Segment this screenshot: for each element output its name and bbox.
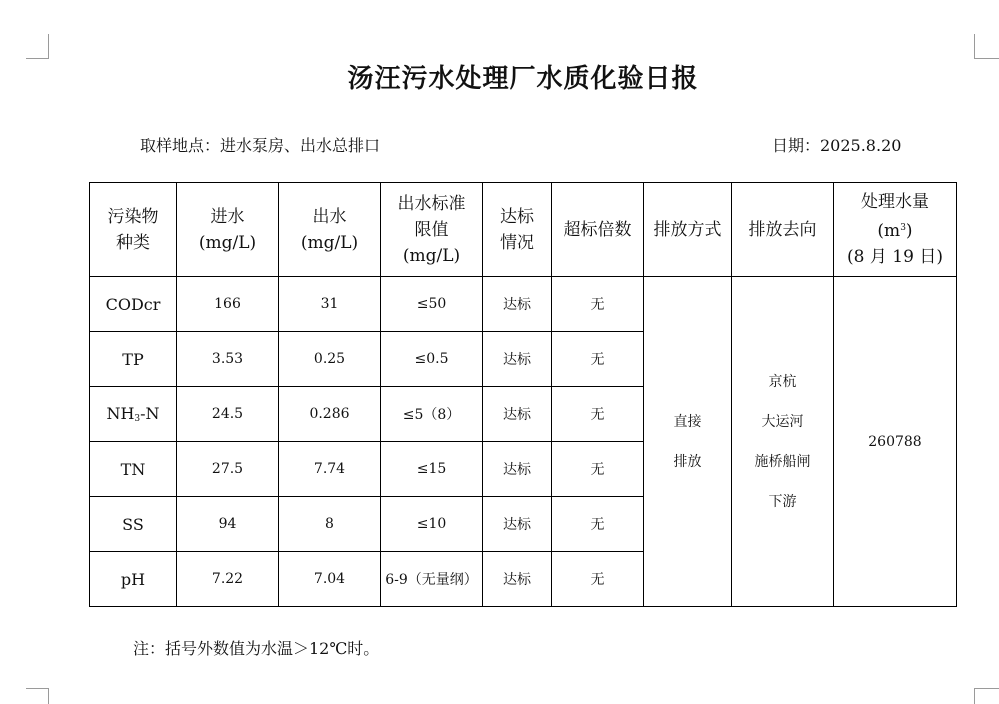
header-discharge-method: 排放方式 — [644, 183, 732, 277]
cell-volume: 260788 — [834, 277, 957, 607]
cell-limit: ≤5（8） — [381, 387, 483, 442]
cell-compliance: 达标 — [483, 332, 552, 387]
cell-influent: 3.53 — [177, 332, 279, 387]
cell-exceed: 无 — [552, 387, 644, 442]
cell-pollutant: $NH_3-N$ — [90, 387, 177, 442]
cell-exceed: 无 — [552, 442, 644, 497]
cell-influent: 7.22 — [177, 552, 279, 607]
cell-exceed: 无 — [552, 332, 644, 387]
cell-influent: 27.5 — [177, 442, 279, 497]
header-volume: 处理水量 $(m^3)$ (8 月 19 日) — [834, 183, 957, 277]
cell-pollutant: CODcr — [90, 277, 177, 332]
header-limit: 出水标准 限值 (mg/L) — [381, 183, 483, 277]
cell-influent: 24.5 — [177, 387, 279, 442]
report-date: 日期：2025.8.20 — [772, 136, 902, 155]
cell-limit: ≤0.5 — [381, 332, 483, 387]
cell-pollutant: TN — [90, 442, 177, 497]
cell-compliance: 达标 — [483, 497, 552, 552]
cell-compliance: 达标 — [483, 387, 552, 442]
cell-effluent: 0.25 — [279, 332, 381, 387]
cell-compliance: 达标 — [483, 442, 552, 497]
cell-pollutant: SS — [90, 497, 177, 552]
cell-compliance: 达标 — [483, 277, 552, 332]
table-row — [90, 277, 957, 332]
header-discharge-destination: 排放去向 — [732, 183, 834, 277]
cell-influent: 166 — [177, 277, 279, 332]
page-corner-mark-bottom-right — [974, 688, 999, 704]
cell-limit: ≤50 — [381, 277, 483, 332]
footnote: 注：括号外数值为水温＞12℃时。 — [133, 639, 380, 658]
cell-effluent: 31 — [279, 277, 381, 332]
sampling-location: 取样地点：进水泵房、出水总排口 — [140, 136, 381, 155]
header-exceed-multiple: 超标倍数 — [552, 183, 644, 277]
page-corner-mark-bottom-left — [26, 688, 49, 704]
header-pollutant: 污染物 种类 — [90, 183, 177, 277]
cell-effluent: 8 — [279, 497, 381, 552]
cell-exceed: 无 — [552, 552, 644, 607]
report-title: 汤汪污水处理厂水质化验日报 — [347, 64, 699, 94]
cell-influent: 94 — [177, 497, 279, 552]
cell-exceed: 无 — [552, 277, 644, 332]
table-header-row — [90, 183, 957, 277]
cell-pollutant: TP — [90, 332, 177, 387]
cell-effluent: 7.74 — [279, 442, 381, 497]
water-quality-table — [89, 182, 957, 607]
page-corner-mark-top-left — [26, 34, 49, 59]
header-compliance: 达标 情况 — [483, 183, 552, 277]
page-corner-mark-top-right — [974, 34, 999, 59]
cell-discharge-destination: 京杭 大运河 施桥船闸 下游 — [732, 277, 834, 607]
header-effluent: 出水 (mg/L) — [279, 183, 381, 277]
cell-discharge-method: 直接 排放 — [644, 277, 732, 607]
cell-pollutant: pH — [90, 552, 177, 607]
cell-effluent: 7.04 — [279, 552, 381, 607]
cell-limit: ≤15 — [381, 442, 483, 497]
cell-limit: 6-9（无量纲） — [381, 552, 483, 607]
header-influent: 进水 (mg/L) — [177, 183, 279, 277]
cell-limit: ≤10 — [381, 497, 483, 552]
cell-exceed: 无 — [552, 497, 644, 552]
cell-compliance: 达标 — [483, 552, 552, 607]
cell-effluent: 0.286 — [279, 387, 381, 442]
